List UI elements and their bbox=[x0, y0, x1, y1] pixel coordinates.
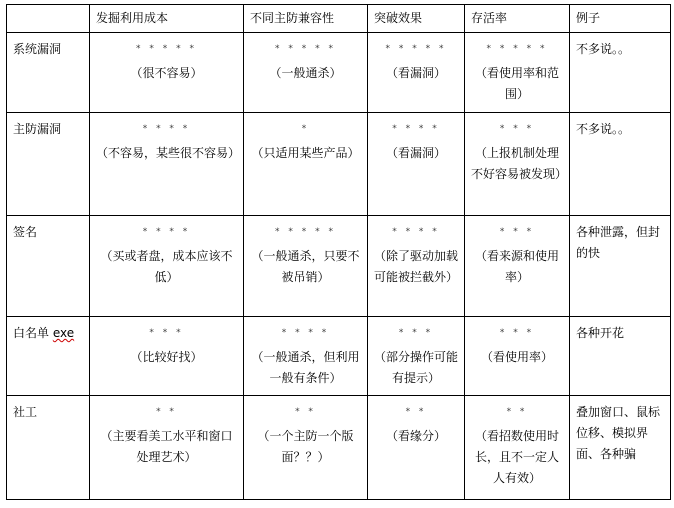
star-rating: * * * * * bbox=[136, 44, 197, 54]
example-cell bbox=[570, 33, 671, 113]
table-cell bbox=[368, 216, 465, 317]
star-rating: * * * * bbox=[281, 328, 330, 338]
table-row bbox=[7, 396, 671, 500]
row-label-text: 社工 bbox=[13, 405, 38, 419]
cell-note: （看漏洞） bbox=[385, 66, 446, 80]
star-rating: * * * * bbox=[142, 227, 191, 237]
row-label-main: 白名单 bbox=[13, 326, 50, 340]
row-label-suffix: exe bbox=[52, 326, 75, 340]
example-text: 不多说。。 bbox=[576, 42, 631, 56]
cell-note: （比较好找） bbox=[130, 350, 203, 364]
star-rating: * * bbox=[295, 407, 316, 417]
cell-note: （看缘分） bbox=[385, 429, 446, 443]
table-cell bbox=[244, 33, 368, 113]
star-rating: * * * bbox=[499, 227, 535, 237]
cell-note: （看招数使用时长，且不一定人人有效） bbox=[474, 429, 559, 485]
cell-note: （一般通杀，但利用一般有条件） bbox=[251, 350, 360, 385]
cell-note: （看漏洞） bbox=[385, 146, 446, 160]
row-label bbox=[7, 33, 90, 113]
example-text: 叠加窗口、鼠标位移、模拟界面、各种骗 bbox=[576, 405, 661, 461]
star-rating: * * * * bbox=[392, 124, 440, 134]
example-cell bbox=[570, 113, 671, 216]
header-corner bbox=[7, 5, 90, 33]
table-cell bbox=[244, 317, 368, 396]
star-rating: * bbox=[301, 124, 310, 134]
star-rating: * * * * * bbox=[275, 227, 336, 237]
table-cell bbox=[368, 113, 465, 216]
cell-note: （看使用率和范围） bbox=[474, 66, 559, 101]
header-compat: 不同主防兼容性 bbox=[244, 5, 368, 33]
table-cell bbox=[465, 216, 570, 317]
table-cell bbox=[465, 113, 570, 216]
cell-note: （一个主防一个版面？？） bbox=[257, 429, 354, 464]
table-row bbox=[7, 113, 671, 216]
star-rating: * * * bbox=[398, 328, 434, 338]
row-label bbox=[7, 317, 90, 396]
example-cell bbox=[570, 216, 671, 317]
table-row bbox=[7, 317, 671, 396]
table-cell bbox=[465, 33, 570, 113]
table-cell bbox=[90, 216, 244, 317]
row-label bbox=[7, 113, 90, 216]
table-cell bbox=[368, 317, 465, 396]
cell-note: （主要看美工水平和窗口处理艺术） bbox=[100, 429, 233, 464]
table-cell bbox=[368, 33, 465, 113]
table-cell bbox=[90, 33, 244, 113]
star-rating: * * * * bbox=[392, 227, 440, 237]
row-label bbox=[7, 396, 90, 500]
row-label-text bbox=[13, 323, 83, 344]
cell-note: （看使用率） bbox=[480, 350, 553, 364]
cell-note: （上报机制处理不好容易被发现） bbox=[471, 146, 568, 181]
star-rating: * * * bbox=[499, 124, 535, 134]
table-cell bbox=[244, 113, 368, 216]
table-cell bbox=[90, 113, 244, 216]
table-cell bbox=[244, 216, 368, 317]
row-label-text: 签名 bbox=[13, 225, 38, 239]
star-rating: * * bbox=[156, 407, 177, 417]
table-row bbox=[7, 33, 671, 113]
example-cell bbox=[570, 396, 671, 500]
header-cost: 发掘利用成本 bbox=[90, 5, 244, 33]
row-label-text: 主防漏洞 bbox=[13, 122, 62, 136]
cell-note: （一般通杀） bbox=[269, 66, 342, 80]
comparison-table bbox=[6, 4, 671, 500]
table-row bbox=[7, 216, 671, 317]
table-cell bbox=[244, 396, 368, 500]
cell-note: （部分操作可能有提示） bbox=[374, 350, 459, 385]
row-label bbox=[7, 216, 90, 317]
header-row bbox=[7, 5, 671, 33]
cell-note: （不容易，某些很不容易） bbox=[96, 146, 241, 160]
star-rating: * * * * * bbox=[385, 44, 447, 54]
header-example: 例子 bbox=[570, 5, 671, 33]
row-label-text: 系统漏洞 bbox=[13, 42, 62, 56]
star-rating: * * * * bbox=[142, 124, 191, 134]
star-rating: * * * * * bbox=[275, 44, 336, 54]
table-cell bbox=[465, 396, 570, 500]
header-effect: 突破效果 bbox=[368, 5, 465, 33]
example-cell bbox=[570, 317, 671, 396]
cell-note: （一般通杀，只要不被吊销） bbox=[251, 249, 360, 284]
example-text: 不多说。。 bbox=[576, 122, 631, 136]
table-cell bbox=[465, 317, 570, 396]
cell-note: （看来源和使用率） bbox=[474, 249, 559, 284]
star-rating: * * * * * bbox=[486, 44, 548, 54]
cell-note: （除了驱动加载可能被拦截外） bbox=[374, 249, 459, 284]
cell-note: （很不容易） bbox=[130, 66, 203, 80]
star-rating: * * * bbox=[499, 328, 535, 338]
table-cell bbox=[90, 396, 244, 500]
star-rating: * * bbox=[405, 407, 427, 417]
cell-note: （只适用某些产品） bbox=[251, 146, 360, 160]
table-cell bbox=[90, 317, 244, 396]
header-survival: 存活率 bbox=[465, 5, 570, 33]
table-cell bbox=[368, 396, 465, 500]
star-rating: * * * bbox=[149, 328, 184, 338]
example-text: 各种泄露，但封的快 bbox=[576, 225, 661, 260]
star-rating: * * bbox=[506, 407, 528, 417]
example-text: 各种开花 bbox=[576, 326, 625, 340]
cell-note: （买或者盘，成本应该不低） bbox=[100, 249, 233, 284]
